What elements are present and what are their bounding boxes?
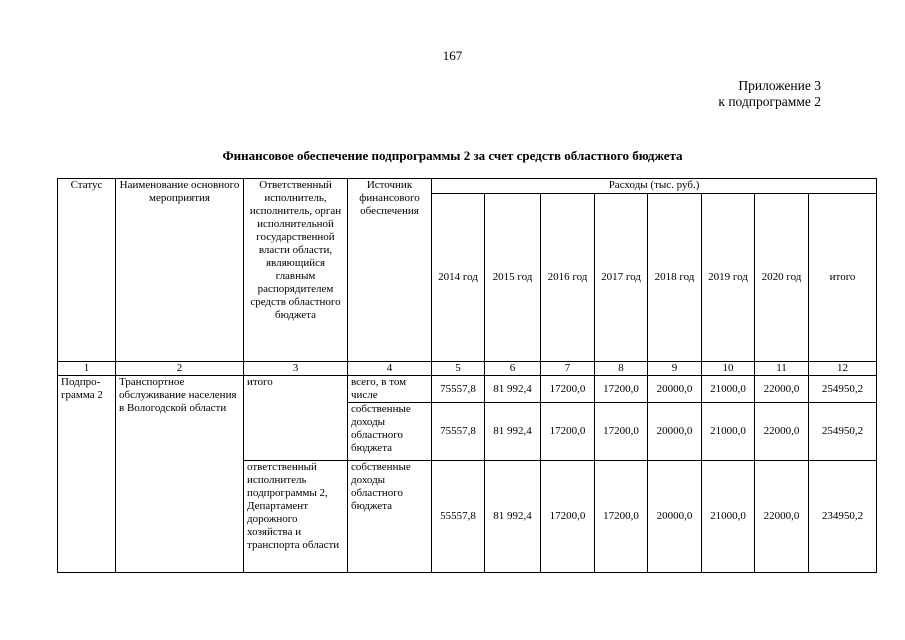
value-cell: 22000,0 [755,403,809,461]
header-year: 2020 год [755,194,809,362]
value-cell: 21000,0 [702,403,755,461]
value-cell: 55557,8 [432,461,485,573]
appendix-line-1: Приложение 3 [738,78,821,93]
column-number: 3 [244,362,348,376]
column-number: 4 [348,362,432,376]
value-cell: 22000,0 [755,376,809,403]
value-cell: 75557,8 [432,376,485,403]
header-year: 2015 год [485,194,541,362]
column-numbers-row [58,362,877,376]
total-cell: 254950,2 [809,376,877,403]
value-cell: 17200,0 [595,403,648,461]
source-cell: собственные доходы областного бюджета [348,461,432,573]
header-year: 2014 год [432,194,485,362]
value-cell: 17200,0 [541,376,595,403]
appendix-note [718,78,821,110]
header-name: Наименование основного мероприятия [116,179,244,362]
document-title: Финансовое обеспечение подпрограммы 2 за счет средств областного бюджета [222,148,683,163]
header-expenses: Расходы (тыс. руб.) [432,179,877,194]
value-cell: 17200,0 [595,376,648,403]
value-cell: 20000,0 [648,461,702,573]
value-cell: 81 992,4 [485,376,541,403]
value-cell: 20000,0 [648,376,702,403]
value-cell: 17200,0 [541,461,595,573]
column-number: 8 [595,362,648,376]
value-cell: 20000,0 [648,403,702,461]
value-cell: 21000,0 [702,461,755,573]
executor-cell: ответственный исполнитель подпрограммы 2, Департамент дорожного хозяйства и транспорта области [244,461,348,573]
value-cell: 17200,0 [595,461,648,573]
column-number: 5 [432,362,485,376]
status-cell: Подпро-грамма 2 [58,376,116,573]
value-cell: 75557,8 [432,403,485,461]
value-cell: 81 992,4 [485,461,541,573]
executor-cell: итого [244,376,348,461]
total-cell: 254950,2 [809,403,877,461]
activity-name-cell: Транспортное обслуживание населения в Вологодской области [116,376,244,573]
column-number: 12 [809,362,877,376]
page-number: 167 [442,48,463,63]
column-number: 9 [648,362,702,376]
header-year: 2017 год [595,194,648,362]
value-cell: 17200,0 [541,403,595,461]
source-cell: собственные доходы областного бюджета [348,403,432,461]
header-total: итого [809,194,877,362]
header-year: 2019 год [702,194,755,362]
value-cell: 21000,0 [702,376,755,403]
column-number: 10 [702,362,755,376]
source-cell: всего, в том числе [348,376,432,403]
table-row [58,376,877,403]
column-number: 11 [755,362,809,376]
column-number: 2 [116,362,244,376]
header-status: Статус [58,179,116,362]
value-cell: 81 992,4 [485,403,541,461]
header-year: 2018 год [648,194,702,362]
column-number: 7 [541,362,595,376]
total-cell: 234950,2 [809,461,877,573]
header-source: Источник финансового обеспечения [348,179,432,362]
financing-table [57,178,877,573]
value-cell: 22000,0 [755,461,809,573]
header-row [58,179,877,194]
header-executor: Ответственный исполнитель, исполнитель, орган исполнительной государственной власти области, являющийся главным распорядителем средств областного бюджета [244,179,348,362]
column-number: 1 [58,362,116,376]
appendix-line-2: к подпрограмме 2 [718,94,821,109]
column-number: 6 [485,362,541,376]
header-year: 2016 год [541,194,595,362]
